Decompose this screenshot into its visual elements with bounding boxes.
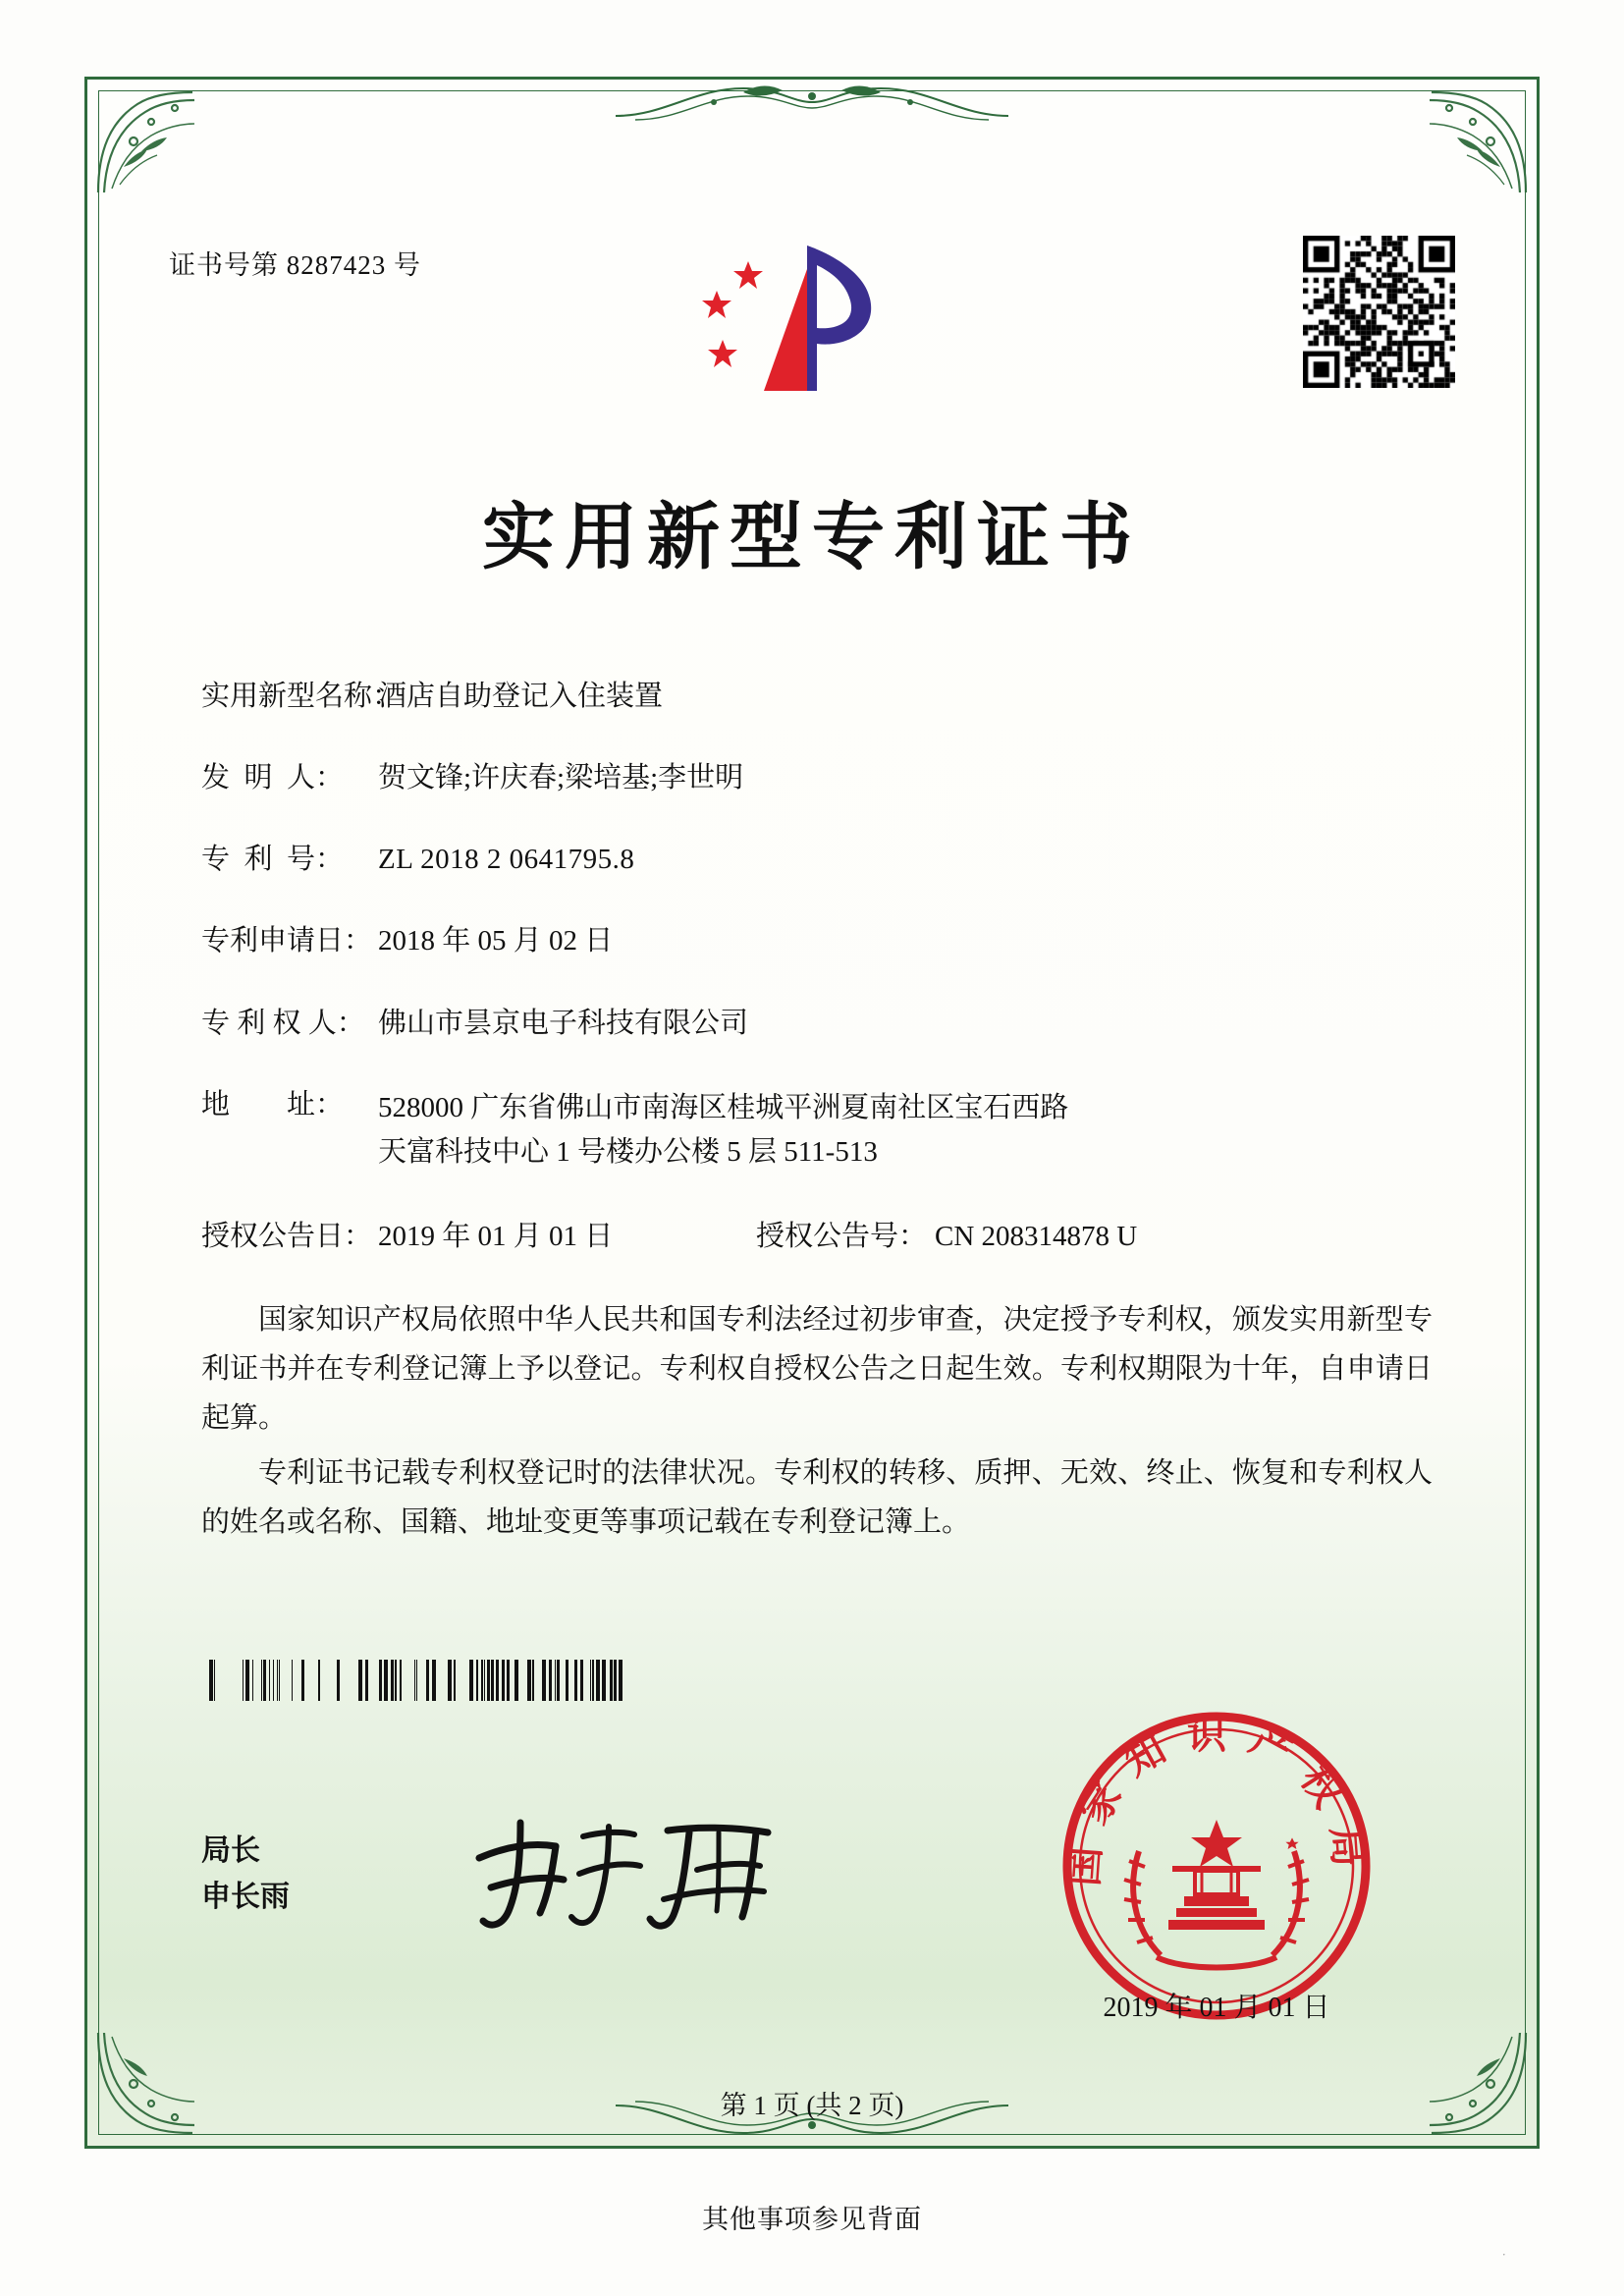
field-value-line2: 天富科技中心 1 号楼办公楼 5 层 511-513 — [378, 1135, 878, 1168]
official-seal — [1055, 1704, 1379, 2028]
field-patent-number — [201, 841, 1428, 879]
print-mark: · — [1501, 2247, 1506, 2262]
field-announcement — [201, 1218, 1428, 1256]
announcement-number-value: CN 208314878 U — [935, 1220, 1138, 1252]
field-label: 地 址： — [201, 1088, 345, 1121]
page-title: 实用新型专利证书 — [482, 495, 1142, 579]
field-label: 专 利 号： — [201, 844, 345, 876]
cnipa-logo-icon — [687, 234, 923, 420]
paragraph-2: 专利证书记载专利权登记时的法律状况。专利权的转移、质押、无效、终止、恢复和专利权人的姓名或名称、国籍、地址变更等事项记载在专利登记簿上。 — [201, 1456, 1433, 1538]
seal-date: 2019 年 01 月 01 日 — [1103, 1993, 1330, 2023]
back-side-note: 其他事项参见背面 — [702, 2205, 922, 2234]
director-title: 局长 — [201, 1833, 260, 1868]
field-value-line1: 528000 广东省佛山市南海区桂城平洲夏南社区宝石西路 — [378, 1091, 1069, 1123]
corner-ornament-icon — [1416, 82, 1534, 200]
announcement-number-label: 授权公告号： — [756, 1220, 928, 1252]
field-value: 酒店自助登记入住装置 — [378, 681, 664, 712]
director-name: 申长雨 — [201, 1879, 290, 1914]
handwritten-signature-icon — [461, 1797, 815, 1944]
page-number: 第 1 页 (共 2 页) — [720, 2091, 904, 2120]
svg-text:国家知识产权局: 国家知识产权局 — [1060, 1712, 1373, 1888]
certificate-fields — [201, 678, 1428, 1299]
field-label: 实用新型名称： — [201, 681, 402, 712]
certificate-number: 证书号第 8287423 号 — [169, 250, 421, 280]
qr-code — [1303, 236, 1455, 388]
field-patentee — [201, 1005, 1428, 1043]
field-value: 佛山市昙京电子科技有限公司 — [378, 1007, 749, 1039]
field-address — [201, 1086, 1428, 1175]
announcement-date-value: 2019 年 01 月 01 日 — [378, 1220, 614, 1252]
barcode — [201, 1660, 623, 1701]
paragraph-1: 国家知识产权局依照中华人民共和国专利法经过初步审查，决定授予专利权，颁发实用新型专利证书并在专利登记簿上予以登记。专利权自授权公告之日起生效。专利权期限为十年，自申请日起算。 — [201, 1304, 1433, 1434]
announcement-date-label: 授权公告日： — [201, 1220, 373, 1252]
field-label: 专利申请日： — [201, 925, 373, 957]
field-value: ZL 2018 2 0641795.8 — [378, 844, 635, 876]
top-ornament-icon — [596, 73, 1028, 128]
field-label: 发 明 人： — [201, 762, 345, 794]
field-application-date — [201, 922, 1428, 960]
field-utility-model-name — [201, 678, 1428, 716]
corner-ornament-icon — [90, 82, 208, 200]
field-value: 贺文锋;许庆春;梁培基;李世明 — [378, 762, 744, 794]
legal-paragraphs — [201, 1296, 1433, 1553]
field-value: 2018 年 05 月 02 日 — [378, 925, 614, 957]
signature-block — [201, 1829, 290, 1920]
field-inventors — [201, 759, 1428, 797]
field-label: 专 利 权 人： — [201, 1007, 365, 1039]
